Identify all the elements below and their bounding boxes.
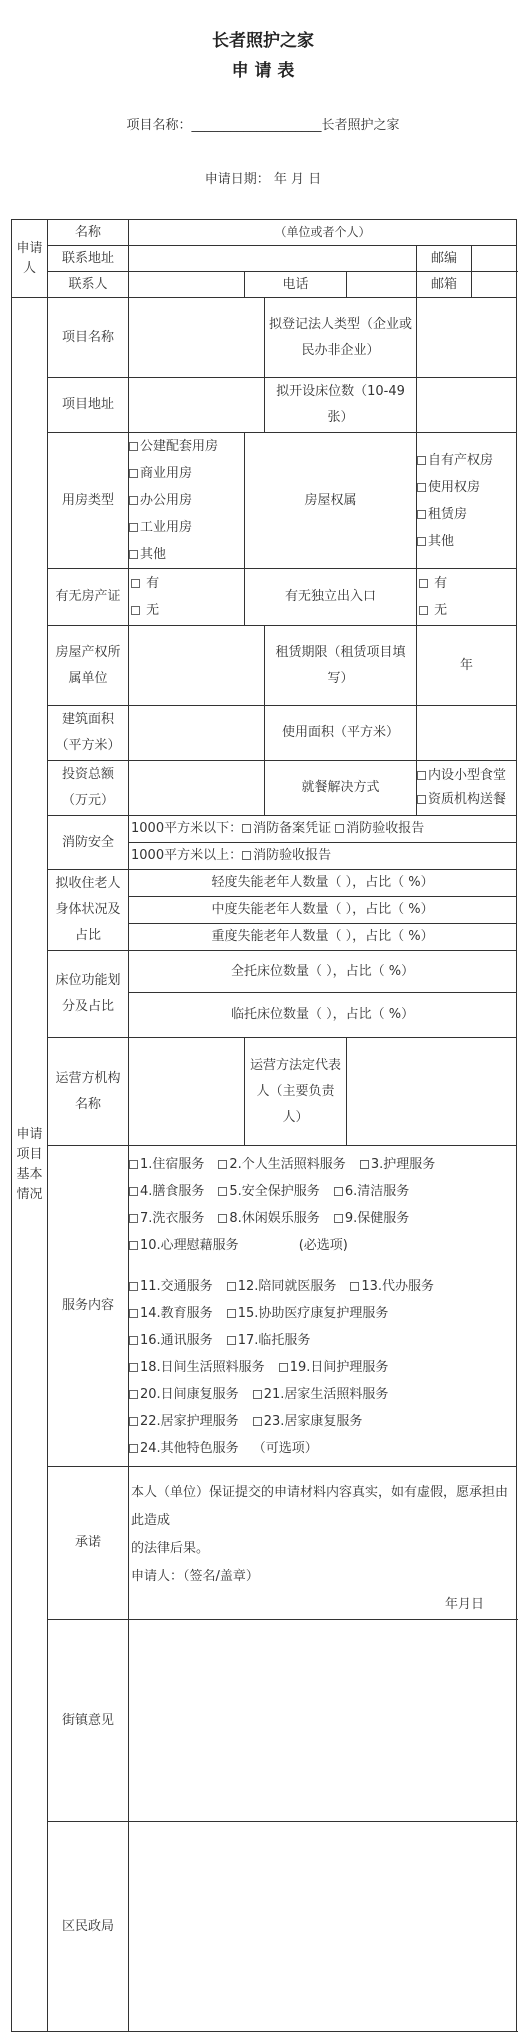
cert-options xyxy=(129,569,245,626)
fire-over-row: 1000平方米以上： 消防验收报告 xyxy=(129,843,517,870)
address-field[interactable] xyxy=(129,246,417,272)
fire-under-opt[interactable]: 消防验收报告 xyxy=(335,821,424,836)
pledge-text: 的法律后果。 xyxy=(131,1541,210,1556)
property-rights-label: 房屋权属 xyxy=(245,433,417,569)
postcode-label: 邮编 xyxy=(417,246,472,271)
checkbox-icon xyxy=(419,579,428,588)
checkbox-icon xyxy=(227,1336,236,1345)
property-option[interactable]: 其他 xyxy=(417,528,514,555)
lease-term-label: 租赁期限（租赁项目填写） xyxy=(265,626,417,706)
pledge-content xyxy=(129,1467,517,1620)
service-label: 服务内容 xyxy=(48,1146,129,1467)
checkbox-icon xyxy=(350,1282,359,1291)
service-option[interactable]: 11.交通服务 xyxy=(129,1279,213,1294)
service-option[interactable]: 10.心理慰藉服务 xyxy=(129,1238,239,1253)
form-title: 长者照护之家 xyxy=(212,31,314,51)
name-label: 名称 xyxy=(48,220,129,246)
checkbox-icon xyxy=(227,1309,236,1318)
service-option[interactable]: 9.保健服务 xyxy=(334,1211,409,1226)
checkbox-icon xyxy=(129,1444,138,1453)
project-name-field[interactable] xyxy=(129,298,265,378)
form-subtitle: 申 请 表 xyxy=(231,61,295,81)
cert-yes[interactable]: 有 xyxy=(131,570,242,597)
service-option[interactable]: 5.安全保护服务 xyxy=(218,1184,319,1199)
checkbox-icon xyxy=(129,1187,138,1196)
checkbox-icon xyxy=(129,550,138,559)
checkbox-icon xyxy=(417,771,426,780)
investment-field[interactable] xyxy=(129,761,265,816)
elderly-row[interactable]: 重度失能老年人数量（ ），占比（ %） xyxy=(129,924,517,951)
usable-area-field[interactable] xyxy=(417,706,517,761)
checkbox-icon xyxy=(131,606,140,615)
contact-field[interactable] xyxy=(129,272,245,298)
address-label: 联系地址 xyxy=(48,246,129,272)
service-option[interactable]: 12.陪同就医服务 xyxy=(227,1279,337,1294)
pledge-section-label: 承诺 xyxy=(48,1467,129,1620)
dining-label: 就餐解决方式 xyxy=(265,761,417,816)
phone-label: 电话 xyxy=(245,272,347,298)
checkbox-icon xyxy=(129,1160,138,1169)
building-area-label: 建筑面积（平方米） xyxy=(48,706,129,761)
property-options xyxy=(417,433,517,569)
building-area-field[interactable] xyxy=(129,706,265,761)
checkbox-icon xyxy=(129,442,138,451)
fire-under-row: 1000平方米以下： 消防备案凭证 消防验收报告 xyxy=(129,816,517,843)
optional-note: （可选项） xyxy=(252,1440,318,1456)
service-option[interactable]: 2.个人生活照料服务 xyxy=(218,1157,345,1172)
applicant-section-label: 申请人 xyxy=(12,220,48,298)
service-option[interactable]: 1.住宿服务 xyxy=(129,1157,204,1172)
exit-yes[interactable]: 有 xyxy=(419,570,514,597)
checkbox-icon xyxy=(129,1241,138,1250)
email-label: 邮箱 xyxy=(417,272,472,297)
checkbox-icon xyxy=(129,1336,138,1345)
checkbox-icon xyxy=(129,1309,138,1318)
beds-field[interactable] xyxy=(417,378,517,433)
bureau-opinion-field[interactable] xyxy=(129,1822,517,2032)
elderly-row[interactable]: 中度失能老年人数量（ ），占比（ %） xyxy=(129,897,517,924)
checkbox-icon xyxy=(417,456,426,465)
service-option[interactable]: 15.协助医疗康复护理服务 xyxy=(227,1306,389,1321)
checkbox-icon xyxy=(129,469,138,478)
service-option[interactable]: 13.代办服务 xyxy=(350,1279,434,1294)
housing-type-label: 用房类型 xyxy=(48,433,129,569)
bed-function-label: 床位功能划分及占比 xyxy=(48,951,129,1038)
service-option[interactable]: 16.通讯服务 xyxy=(129,1333,213,1348)
checkbox-icon xyxy=(131,579,140,588)
housing-option[interactable]: 公建配套用房 xyxy=(129,433,242,460)
housing-option[interactable]: 其他 xyxy=(129,541,242,568)
application-table xyxy=(11,219,517,2032)
checkbox-icon xyxy=(129,1282,138,1291)
service-option[interactable]: 22.居家护理服务 xyxy=(129,1414,239,1429)
service-option[interactable]: 24.其他特色服务 xyxy=(129,1441,239,1456)
checkbox-icon xyxy=(242,851,251,860)
housing-option[interactable]: 工业用房 xyxy=(129,514,242,541)
checkbox-icon xyxy=(334,1187,343,1196)
dining-option[interactable]: 内设小型食堂 xyxy=(417,764,514,788)
operator-field[interactable] xyxy=(129,1038,245,1146)
checkbox-icon xyxy=(417,537,426,546)
email-field[interactable] xyxy=(472,272,517,297)
legal-type-field[interactable] xyxy=(417,298,517,378)
service-option[interactable]: 23.居家康复服务 xyxy=(253,1414,363,1429)
service-option[interactable]: 7.洗衣服务 xyxy=(129,1211,204,1226)
operator-rep-field[interactable] xyxy=(347,1038,517,1146)
project-address-field[interactable] xyxy=(129,378,265,433)
contact-label: 联系人 xyxy=(48,272,129,298)
bed-row[interactable]: 临托床位数量（ ），占比（ %） xyxy=(129,993,517,1038)
property-option[interactable]: 租赁房 xyxy=(417,501,514,528)
year-unit: 年 xyxy=(460,657,474,673)
checkbox-icon xyxy=(334,1214,343,1223)
checkbox-icon xyxy=(129,1390,138,1399)
street-opinion-label: 街镇意见 xyxy=(48,1620,129,1822)
checkbox-icon xyxy=(129,1363,138,1372)
service-option[interactable]: 3.护理服务 xyxy=(360,1157,435,1172)
service-option[interactable]: 8.休闲娱乐服务 xyxy=(218,1211,319,1226)
elderly-label: 拟收住老人身体状况及占比 xyxy=(48,870,129,951)
application-date-line: 申请日期： 年 月 日 xyxy=(204,172,322,187)
checkbox-icon xyxy=(335,824,344,833)
project-name-line: 项目名称：____________________长者照护之家 xyxy=(126,118,400,133)
property-option[interactable]: 自有产权房 xyxy=(417,447,514,474)
checkbox-icon xyxy=(227,1282,236,1291)
pledge-text: 本人（单位）保证提交的申请材料内容真实，如有虚假，愿承担由此造成 xyxy=(131,1485,509,1528)
fire-label: 消防安全 xyxy=(48,816,129,870)
legal-type-label: 拟登记法人类型（企业或民办非企业） xyxy=(265,298,417,378)
checkbox-icon xyxy=(417,510,426,519)
usable-area-label: 使用面积（平方米） xyxy=(265,706,417,761)
owner-unit-label: 房屋产权所属单位 xyxy=(48,626,129,706)
dining-option[interactable]: 资质机构送餐 xyxy=(417,788,514,812)
name-field[interactable] xyxy=(129,220,517,246)
exit-label: 有无独立出入口 xyxy=(245,569,417,626)
lease-term-field[interactable] xyxy=(417,626,517,706)
owner-unit-field[interactable] xyxy=(129,626,265,706)
service-option[interactable]: 14.教育服务 xyxy=(129,1306,213,1321)
service-option[interactable]: 6.清洁服务 xyxy=(334,1184,409,1199)
checkbox-icon xyxy=(253,1417,262,1426)
housing-option[interactable]: 办公用房 xyxy=(129,487,242,514)
checkbox-icon xyxy=(360,1160,369,1169)
checkbox-icon xyxy=(242,824,251,833)
basic-section-label: 申请项目基本情况 xyxy=(12,298,48,2032)
checkbox-icon xyxy=(129,1214,138,1223)
checkbox-icon xyxy=(129,1417,138,1426)
operator-label: 运营方机构名称 xyxy=(48,1038,129,1146)
checkbox-icon xyxy=(129,523,138,532)
exit-options xyxy=(417,569,517,626)
cert-label: 有无房产证 xyxy=(48,569,129,626)
service-option[interactable]: 17.临托服务 xyxy=(227,1333,311,1348)
street-opinion-field[interactable] xyxy=(129,1620,517,1822)
beds-label: 拟开设床位数（10-49张） xyxy=(265,378,417,433)
postcode-field[interactable] xyxy=(472,246,517,271)
dining-options xyxy=(417,761,517,816)
service-option[interactable]: 4.膳食服务 xyxy=(129,1184,204,1199)
service-option[interactable]: 19.日间护理服务 xyxy=(279,1360,389,1375)
checkbox-icon xyxy=(417,483,426,492)
service-options xyxy=(129,1146,517,1467)
pledge-date: 年月日 xyxy=(445,1597,485,1612)
checkbox-icon xyxy=(253,1390,262,1399)
bed-row[interactable]: 全托床位数量（ ），占比（ %） xyxy=(129,951,517,993)
bureau-opinion-label: 区民政局 xyxy=(48,1822,129,2032)
checkbox-icon xyxy=(218,1214,227,1223)
name-hint: （单位或者个人） xyxy=(274,225,371,239)
checkbox-icon xyxy=(218,1187,227,1196)
fire-over-opt[interactable]: 消防验收报告 xyxy=(242,848,331,863)
phone-field[interactable] xyxy=(347,272,417,298)
service-option[interactable]: 21.居家生活照料服务 xyxy=(253,1387,389,1402)
operator-rep-label: 运营方法定代表人（主要负责人） xyxy=(245,1038,347,1146)
service-option[interactable]: 18.日间生活照料服务 xyxy=(129,1360,265,1375)
checkbox-icon xyxy=(218,1160,227,1169)
fire-under-opt[interactable]: 消防备案凭证 xyxy=(242,821,331,836)
required-note: (必选项) xyxy=(298,1237,348,1253)
investment-label: 投资总额（万元） xyxy=(48,761,129,816)
property-option[interactable]: 使用权房 xyxy=(417,474,514,501)
checkbox-icon xyxy=(279,1363,288,1372)
housing-options xyxy=(129,433,245,569)
project-name-label: 项目名称 xyxy=(48,298,129,378)
service-option[interactable]: 20.日间康复服务 xyxy=(129,1387,239,1402)
housing-option[interactable]: 商业用房 xyxy=(129,460,242,487)
exit-no[interactable]: 无 xyxy=(419,597,514,624)
checkbox-icon xyxy=(419,606,428,615)
project-address-label: 项目地址 xyxy=(48,378,129,433)
cert-no[interactable]: 无 xyxy=(131,597,242,624)
checkbox-icon xyxy=(417,795,426,804)
checkbox-icon xyxy=(129,496,138,505)
elderly-row[interactable]: 轻度失能老年人数量（ ），占比（ %） xyxy=(129,870,517,897)
pledge-signer: 申请人：（签名/盖章） xyxy=(131,1569,259,1584)
